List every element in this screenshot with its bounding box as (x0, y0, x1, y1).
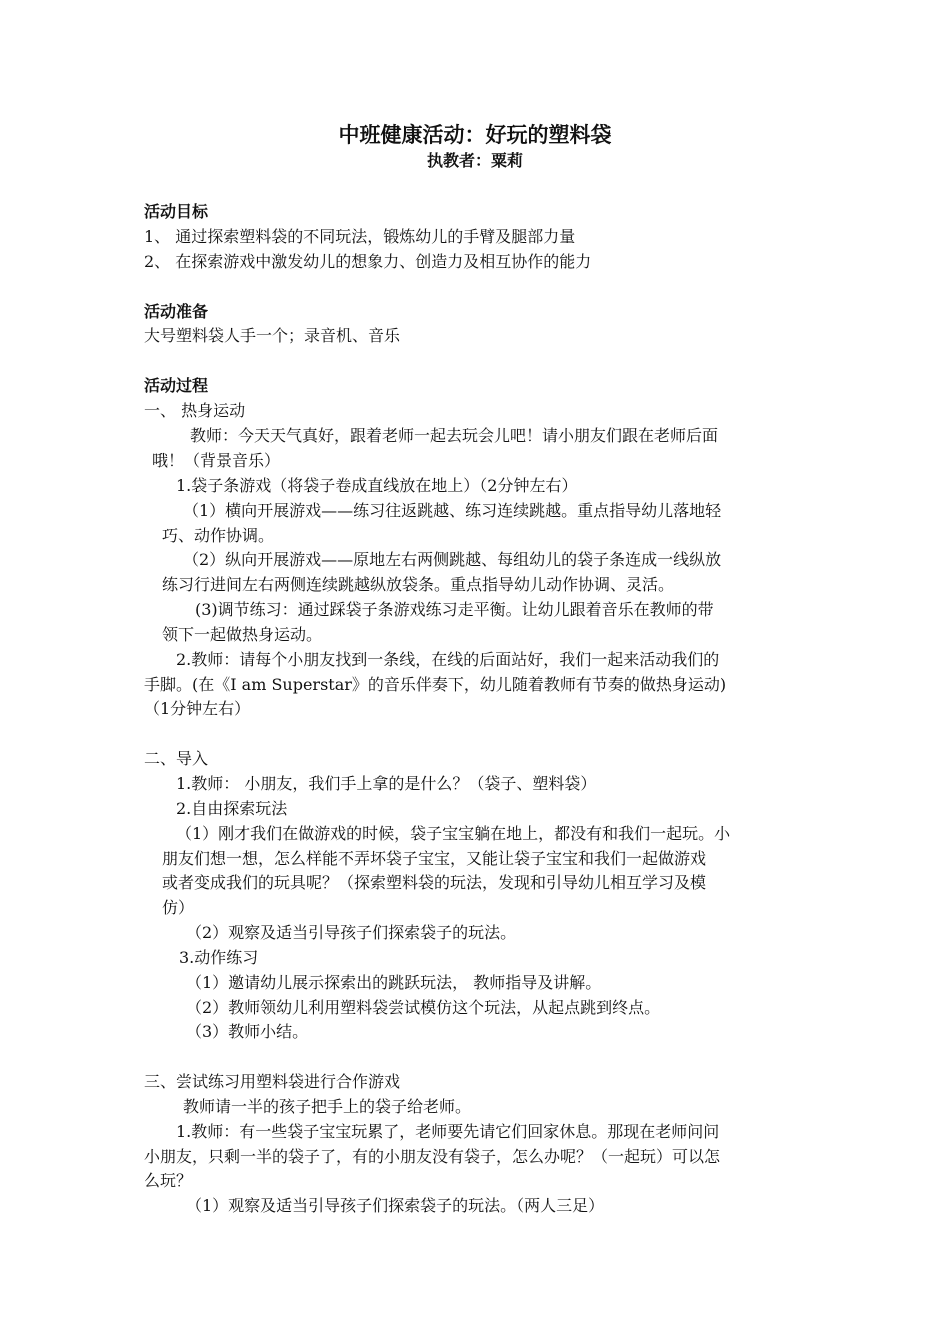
section-title: 三、尝试练习用塑料袋进行合作游戏 (144, 1072, 401, 1091)
paragraph-line: （2）纵向开展游戏——原地左右两侧跳越、每组幼儿的袋子条连成一线纵放 (183, 550, 722, 569)
paragraph-line: （1）邀请幼儿展示探索出的跳跃玩法， 教师指导及讲解。 (186, 973, 602, 992)
paragraph-line: 1.教师： 小朋友，我们手上拿的是什么？（袋子、塑料袋） (176, 774, 597, 793)
paragraph-line: 1.教师：有一些袋子宝宝玩累了，老师要先请它们回家休息。那现在老师问问 (176, 1122, 720, 1141)
paragraph-line: （1）横向开展游戏——练习往返跳越、练习连续跳越。重点指导幼儿落地轻 (183, 501, 722, 520)
paragraph-line: 朋友们想一想，怎么样能不弄坏袋子宝宝，又能让袋子宝宝和我们一起做游戏 (162, 849, 707, 868)
goal-item: 2、 在探索游戏中激发幼儿的想象力、创造力及相互协作的能力 (144, 252, 592, 271)
section-title: 二、导入 (144, 749, 209, 768)
document-title: 中班健康活动：好玩的塑料袋 (338, 122, 612, 147)
paragraph-line: 领下一起做热身运动。 (162, 625, 323, 644)
goal-item: 1、 通过探索塑料袋的不同玩法，锻炼幼儿的手臂及腿部力量 (144, 227, 576, 246)
paragraph-line: （1）刚才我们在做游戏的时候，袋子宝宝躺在地上，都没有和我们一起玩。小 (176, 824, 731, 843)
paragraph-line: 教师：今天天气真好，跟着老师一起去玩会儿吧！请小朋友们跟在老师后面 (190, 426, 719, 445)
paragraph-line: 么玩？ (144, 1171, 193, 1190)
paragraph-line: 2.自由探索玩法 (176, 799, 288, 818)
paragraph-line: 练习行进间左右两侧连续跳越纵放袋条。重点指导幼儿动作协调、灵活。 (162, 575, 675, 594)
section-title: 一、 热身运动 (144, 401, 246, 420)
paragraph-line: 1.袋子条游戏（将袋子卷成直线放在地上）（2分钟左右） (176, 476, 578, 495)
paragraph-line: （2）观察及适当引导孩子们探索袋子的玩法。 (186, 923, 517, 942)
prep-heading: 活动准备 (144, 302, 209, 321)
paragraph-line: 仿） (162, 898, 195, 917)
paragraph-line: 小朋友，只剩一半的袋子了，有的小朋友没有袋子，怎么办呢？（一起玩）可以怎 (144, 1147, 721, 1166)
paragraph-line: （3）教师小结。 (186, 1022, 309, 1041)
paragraph-line: （1）观察及适当引导孩子们探索袋子的玩法。（两人三足） (186, 1196, 605, 1215)
paragraph-line: （1分钟左右） (144, 699, 251, 718)
paragraph-line: 手脚。(在《I am Superstar》的音乐伴奏下，幼儿随着教师有节奏的做热身运动) (144, 675, 727, 694)
goals-heading: 活动目标 (144, 202, 209, 221)
paragraph-line: 或者变成我们的玩具呢？（探索塑料袋的玩法，发现和引导幼儿相互学习及模 (162, 873, 707, 892)
paragraph-line: 教师请一半的孩子把手上的袋子给老师。 (183, 1097, 472, 1116)
document-author: 执教者：粟莉 (426, 151, 523, 170)
paragraph-line: 3.动作练习 (179, 948, 259, 967)
process-heading: 活动过程 (144, 376, 209, 395)
paragraph-line: 巧、动作协调。 (162, 526, 275, 545)
paragraph-line: (3)调节练习：通过踩袋子条游戏练习走平衡。让幼儿跟着音乐在教师的带 (195, 600, 714, 619)
prep-text: 大号塑料袋人手一个；录音机、音乐 (144, 326, 401, 345)
paragraph-line: 哦！（背景音乐） (152, 451, 281, 470)
paragraph-line: （2）教师领幼儿利用塑料袋尝试模仿这个玩法，从起点跳到终点。 (186, 998, 661, 1017)
paragraph-line: 2.教师：请每个小朋友找到一条线，在线的后面站好，我们一起来活动我们的 (176, 650, 720, 669)
